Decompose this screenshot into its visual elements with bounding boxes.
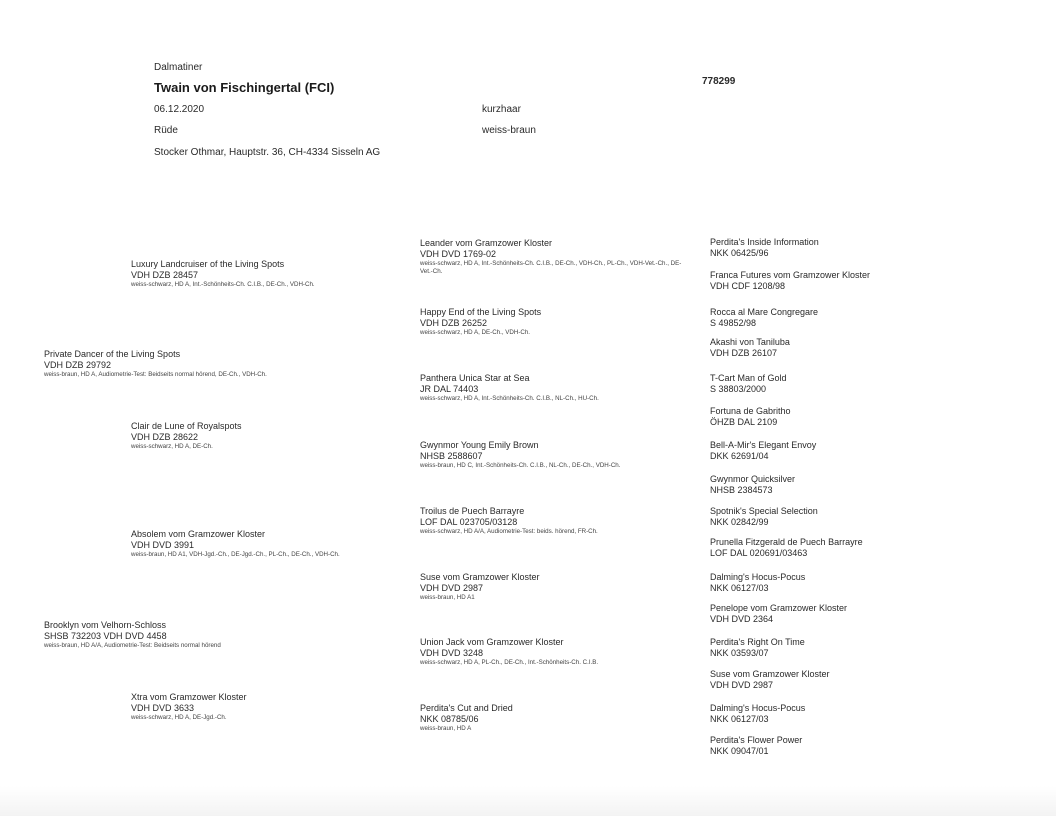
entry-reg: VDH DZB 29792 [44,360,112,370]
entry-reg: S 38803/2000 [710,384,767,394]
entry-reg: VDH DVD 1769-02 [420,249,497,259]
pedigree-entry-gen4 [710,603,847,625]
entry-name: Penelope vom Gramzower Kloster [710,603,848,613]
entry-reg: NKK 02842/99 [710,517,769,527]
pedigree-entry-great-grandparent [420,703,692,733]
coat-type: kurzhaar [482,104,521,115]
pedigree-entry-gen4 [710,270,870,292]
entry-name: Dalming's Hocus-Pocus [710,703,806,713]
entry-reg: VDH DVD 3633 [131,703,195,713]
entry-reg: S 49852/98 [710,318,757,328]
entry-reg: VDH DVD 3991 [131,540,195,550]
entry-reg: NKK 03593/07 [710,648,769,658]
entry-name: Clair de Lune of Royalspots [131,421,242,431]
pedigree-entry-grandparent [131,259,315,289]
entry-name: Perdita's Flower Power [710,735,803,745]
entry-name: Prunella Fitzgerald de Puech Barrayre [710,537,863,547]
pedigree-entry-gen4 [710,572,805,594]
entry-titles: weiss-braun, HD A1 [420,594,475,601]
entry-titles: weiss-schwarz, HD A/A, Audiometrie-Test: beids. hörend, FR-Ch. [420,528,598,535]
entry-name: Perdita's Right On Time [710,637,805,647]
pedigree-entry-great-grandparent [420,637,692,667]
sex: Rüde [154,125,178,136]
entry-reg: DKK 62691/04 [710,451,769,461]
entry-reg: VDH DVD 2987 [710,680,774,690]
pedigree-entry-gen4 [710,406,791,428]
entry-reg: SHSB 732203 VDH DVD 4458 [44,631,167,641]
scan-edge-shadow [0,786,1056,816]
pedigree-entry-gen4 [710,703,805,725]
entry-reg: JR DAL 74403 [420,384,479,394]
pedigree-entry-gen4 [710,373,787,395]
entry-reg: VDH DVD 2364 [710,614,774,624]
pedigree-entry-gen4 [710,440,816,462]
entry-titles: weiss-braun, HD A1, VDH-Jgd.-Ch., DE-Jgd.-Ch., PL-Ch., DE-Ch., VDH-Ch. [131,551,340,558]
entry-name: Perdita's Inside Information [710,237,819,247]
pedigree-entry-grandparent [131,692,247,722]
entry-name: Rocca al Mare Congregare [710,307,819,317]
entry-titles: weiss-schwarz, HD A, Int.-Schönheits-Ch. C.I.B., DE-Ch., VDH-Ch. [131,281,315,288]
entry-name: Absolem vom Gramzower Kloster [131,529,266,539]
entry-name: Xtra vom Gramzower Kloster [131,692,247,702]
pedigree-entry-great-grandparent [420,238,692,276]
pedigree-entry-gen4 [710,237,819,259]
entry-name: Private Dancer of the Living Spots [44,349,181,359]
entry-name: Panthera Unica Star at Sea [420,373,530,383]
entry-reg: LOF DAL 020691/03463 [710,548,808,558]
entry-titles: weiss-braun, HD A [420,725,472,732]
pedigree-entry-great-grandparent [420,307,692,337]
entry-reg: ÖHZB DAL 2109 [710,417,778,427]
pedigree-entry-great-grandparent [420,572,692,602]
pedigree-entry-great-grandparent [420,506,692,536]
birth-date: 06.12.2020 [154,104,205,115]
entry-reg: NHSB 2384573 [710,485,773,495]
entry-name: Dalming's Hocus-Pocus [710,572,806,582]
entry-reg: VDH DZB 26107 [710,348,778,358]
pedigree-entry-great-grandparent [420,373,692,403]
entry-reg: NKK 06127/03 [710,714,769,724]
entry-titles: weiss-schwarz, HD A, PL-Ch., DE-Ch., Int.-Schönheits-Ch. C.I.B. [420,659,599,666]
entry-name: Troilus de Puech Barrayre [420,506,525,516]
entry-name: Bell-A-Mir's Elegant Envoy [710,440,817,450]
entry-titles: weiss-braun, HD A, Audiometrie-Test: Beidseits normal hörend, DE-Ch., VDH-Ch. [44,371,267,378]
pedigree-entry-grandparent [131,529,340,559]
pedigree-entry-gen4 [710,669,830,691]
entry-name: Fortuna de Gabritho [710,406,791,416]
entry-reg: NKK 09047/01 [710,746,769,756]
pedigree-entry-great-grandparent [420,440,692,470]
pedigree-entry-gen4 [710,506,818,528]
entry-reg: VDH DZB 26252 [420,318,488,328]
pedigree-entry-sire [44,349,267,379]
entry-name: T-Cart Man of Gold [710,373,787,383]
entry-reg: NHSB 2588607 [420,451,483,461]
entry-name: Happy End of the Living Spots [420,307,542,317]
color: weiss-braun [482,125,536,136]
entry-reg: VDH CDF 1208/98 [710,281,786,291]
entry-titles: weiss-braun, HD C, Int.-Schönheits-Ch. C.I.B., NL-Ch., DE-Ch., VDH-Ch. [420,462,621,469]
entry-name: Suse vom Gramzower Kloster [420,572,540,582]
pedigree-entry-grandparent [131,421,242,451]
entry-titles: weiss-braun, HD A/A, Audiometrie-Test: Beidseits normal hörend [44,642,221,649]
entry-titles: weiss-schwarz, HD A, Int.-Schönheits-Ch. C.I.B., DE-Ch., VDH-Ch., PL-Ch., VDH-Vet.-Ch., DE-Vet.-Ch. [420,260,682,275]
entry-name: Luxury Landcruiser of the Living Spots [131,259,285,269]
pedigree-entry-gen4 [710,537,863,559]
registration-number: 778299 [702,76,736,87]
owner: Stocker Othmar, Hauptstr. 36, CH-4334 Sisseln AG [154,147,381,158]
dog-name: Twain von Fischingertal (FCI) [154,80,335,95]
entry-reg: VDH DVD 3248 [420,648,484,658]
entry-titles: weiss-schwarz, HD A, DE-Ch., VDH-Ch. [420,329,531,336]
pedigree-entry-dam [44,620,221,650]
pedigree-entry-gen4 [710,637,805,659]
entry-reg: VDH DZB 28622 [131,432,199,442]
entry-name: Brooklyn vom Velhorn-Schloss [44,620,167,630]
entry-titles: weiss-schwarz, HD A, DE-Ch. [131,443,213,450]
entry-name: Union Jack vom Gramzower Kloster [420,637,564,647]
entry-name: Franca Futures vom Gramzower Kloster [710,270,871,280]
entry-reg: VDH DVD 2987 [420,583,484,593]
entry-name: Akashi von Taniluba [710,337,790,347]
entry-reg: NKK 08785/06 [420,714,479,724]
entry-reg: LOF DAL 023705/03128 [420,517,518,527]
entry-reg: NKK 06425/96 [710,248,769,258]
entry-name: Leander vom Gramzower Kloster [420,238,553,248]
pedigree-entry-gen4 [710,307,818,329]
entry-titles: weiss-schwarz, HD A, Int.-Schönheits-Ch. C.I.B., NL-Ch., HU-Ch. [420,395,599,402]
entry-reg: NKK 06127/03 [710,583,769,593]
entry-reg: VDH DZB 28457 [131,270,199,280]
entry-name: Spotnik's Special Selection [710,506,818,516]
pedigree-entry-gen4 [710,735,802,757]
pedigree-entry-gen4 [710,474,795,496]
entry-name: Suse vom Gramzower Kloster [710,669,830,679]
entry-name: Gwynmor Quicksilver [710,474,796,484]
pedigree-entry-gen4 [710,337,790,359]
entry-name: Gwynmor Young Emily Brown [420,440,539,450]
entry-titles: weiss-schwarz, HD A, DE-Jgd.-Ch. [131,714,227,721]
breed-label: Dalmatiner [154,62,203,73]
entry-name: Perdita's Cut and Dried [420,703,513,713]
